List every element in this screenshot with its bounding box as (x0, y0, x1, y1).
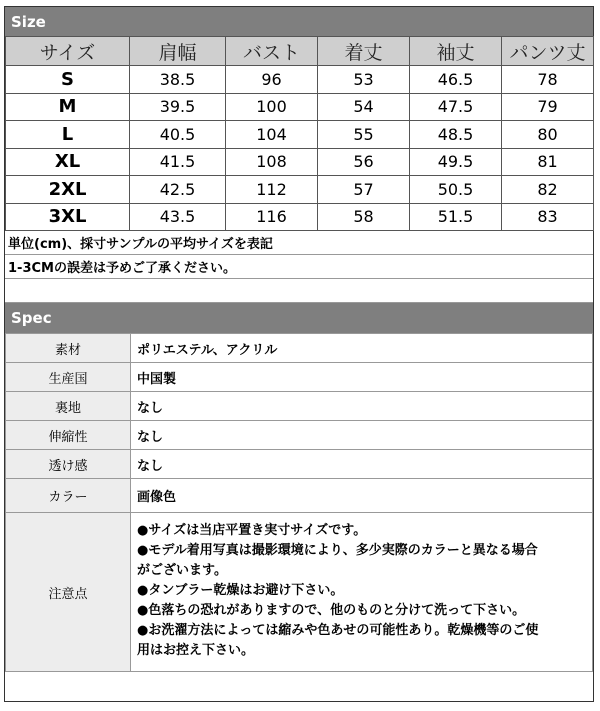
table-cell: 43.5 (130, 203, 226, 231)
size-table-header-row (6, 37, 594, 66)
column-header-length: 着丈 (318, 37, 410, 66)
table-cell: 80 (502, 121, 594, 149)
table-cell: 79 (502, 93, 594, 121)
table-cell: 51.5 (410, 203, 502, 231)
size-table (5, 36, 594, 231)
table-cell: 55 (318, 121, 410, 149)
caution-line: ●サイズは当店平置き実寸サイズです。 (137, 523, 367, 538)
spec-row-lining (6, 392, 593, 421)
spec-row-material (6, 334, 593, 363)
caution-label: 注意点 (6, 513, 131, 672)
size-cell: M (6, 93, 130, 121)
table-cell: 100 (226, 93, 318, 121)
table-cell: 57 (318, 176, 410, 204)
column-header-shoulder: 肩幅 (130, 37, 226, 66)
table-cell: 39.5 (130, 93, 226, 121)
column-header-size: サイズ (6, 37, 130, 66)
caution-line: ●モデル着用写真は撮影環境により、多少実際のカラーと異なる場合 (137, 543, 538, 558)
spec-row-color (6, 479, 593, 513)
table-cell: 78 (502, 66, 594, 94)
table-cell: 116 (226, 203, 318, 231)
section-spacer (5, 279, 593, 303)
tolerance-note: 1-3CMの誤差は予めご了承ください。 (5, 255, 593, 279)
spec-value: なし (131, 421, 593, 450)
table-cell: 58 (318, 203, 410, 231)
table-cell: 46.5 (410, 66, 502, 94)
spec-value: 画像色 (131, 479, 593, 513)
table-cell: 41.5 (130, 148, 226, 176)
size-cell: S (6, 66, 130, 94)
spec-section-title: Spec (11, 309, 52, 327)
spec-value: なし (131, 450, 593, 479)
column-header-bust: バスト (226, 37, 318, 66)
unit-note: 単位(cm)、採寸サンプルの平均サイズを表記 (5, 231, 593, 255)
spec-row-stretch (6, 421, 593, 450)
column-header-pants-length: パンツ丈 (502, 37, 594, 66)
table-cell: 81 (502, 148, 594, 176)
caution-line: がございます。 (137, 563, 227, 578)
spec-table (5, 333, 593, 672)
caution-line: ●タンブラー乾燥はお避け下さい。 (137, 583, 344, 598)
table-row (6, 66, 594, 94)
column-header-sleeve: 袖丈 (410, 37, 502, 66)
size-section-header (5, 7, 593, 36)
table-cell: 40.5 (130, 121, 226, 149)
spec-row-sheerness (6, 450, 593, 479)
table-row (6, 148, 594, 176)
table-cell: 48.5 (410, 121, 502, 149)
spec-value: 中国製 (131, 363, 593, 392)
table-row (6, 176, 594, 204)
table-cell: 54 (318, 93, 410, 121)
table-cell: 47.5 (410, 93, 502, 121)
table-row (6, 121, 594, 149)
size-cell: L (6, 121, 130, 149)
spec-label: 伸縮性 (6, 421, 131, 450)
table-cell: 96 (226, 66, 318, 94)
table-cell: 104 (226, 121, 318, 149)
table-cell: 38.5 (130, 66, 226, 94)
table-cell: 42.5 (130, 176, 226, 204)
spec-section-header (5, 303, 593, 333)
spec-label: 素材 (6, 334, 131, 363)
table-cell: 50.5 (410, 176, 502, 204)
spec-row-country (6, 363, 593, 392)
table-cell: 56 (318, 148, 410, 176)
spec-label: カラー (6, 479, 131, 513)
table-cell: 112 (226, 176, 318, 204)
table-cell: 53 (318, 66, 410, 94)
size-cell: XL (6, 148, 130, 176)
table-cell: 49.5 (410, 148, 502, 176)
spec-label: 透け感 (6, 450, 131, 479)
caution-line: ●色落ちの恐れがありますので、他のものと分けて洗って下さい。 (137, 603, 526, 618)
spec-value: なし (131, 392, 593, 421)
size-cell: 3XL (6, 203, 130, 231)
size-section-title: Size (11, 12, 46, 31)
table-row (6, 203, 594, 231)
table-cell: 108 (226, 148, 318, 176)
table-cell: 83 (502, 203, 594, 231)
spec-label: 生産国 (6, 363, 131, 392)
product-info-frame (4, 6, 594, 702)
caution-line: 用はお控え下さい。 (137, 643, 255, 658)
spec-value: ポリエステル、アクリル (131, 334, 593, 363)
caution-line: ●お洗濯方法によっては縮みや色あせの可能性あり。乾燥機等のご使 (137, 623, 539, 638)
spec-row-caution (6, 513, 593, 672)
caution-text (131, 513, 593, 672)
spec-label: 裏地 (6, 392, 131, 421)
table-cell: 82 (502, 176, 594, 204)
table-row (6, 93, 594, 121)
size-cell: 2XL (6, 176, 130, 204)
